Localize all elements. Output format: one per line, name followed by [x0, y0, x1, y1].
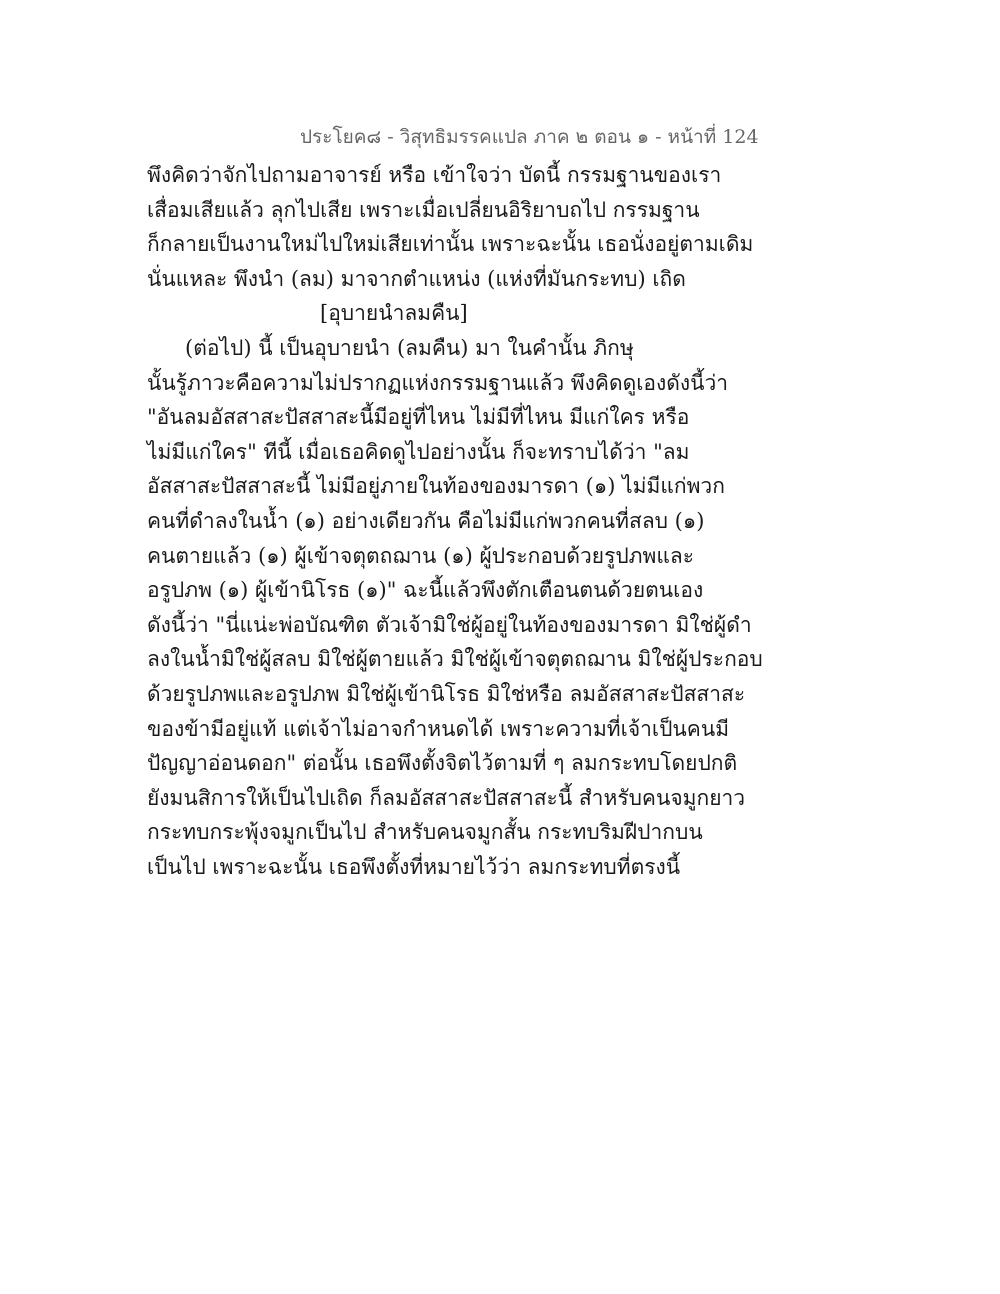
text-line: ลงในน้ำมิใช่ผู้สลบ มิใช่ผู้ตายแล้ว มิใช่ผู้เข้าจตุตถฌาน มิใช่ผู้ประกอบ — [147, 647, 763, 672]
text-line: (ต่อไป) นี้ เป็นอุบายนำ (ลมคืน) มา ในคำนั้น ภิกษุ — [185, 335, 634, 360]
section-heading: [อุบายนำลมคืน] — [320, 301, 468, 326]
text-line: ด้วยรูปภพและอรูปภพ มิใช่ผู้เข้านิโรธ มิใช่หรือ ลมอัสสาสะปัสสาสะ — [147, 681, 746, 706]
text-line: นั่นแหละ พึงนำ (ลม) มาจากตำแหน่ง (แห่งที่มันกระทบ) เถิด — [147, 266, 686, 291]
text-line: เป็นไป เพราะฉะนั้น เธอพึงตั้งที่หมายไว้ว่า ลมกระทบที่ตรงนี้ — [147, 854, 681, 879]
text-line: ดังนี้ว่า "นี่แน่ะพ่อบัณฑิต ตัวเจ้ามิใช่ผู้อยู่ในท้องของมารดา มิใช่ผู้ดำ — [147, 612, 752, 637]
text-line: ไม่มีแก่ใคร" ทีนี้ เมื่อเธอคิดดูไปอย่างนั้น ก็จะทราบได้ว่า "ลม — [147, 439, 690, 464]
text-line: กระทบกระพุ้งจมูกเป็นไป สำหรับคนจมูกสั้น กระทบริมฝีปากบน — [147, 820, 703, 845]
text-line: ของข้ามีอยู่แท้ แต่เจ้าไม่อาจกำหนดได้ เพราะความที่เจ้าเป็นคนมี — [147, 716, 730, 741]
text-line: คนตายแล้ว (๑) ผู้เข้าจตุตถฌาน (๑) ผู้ประกอบด้วยรูปภพและ — [147, 543, 695, 568]
text-body — [147, 158, 763, 884]
text-line: นั้นรู้ภาวะคือความไม่ปรากฏแห่งกรรมฐานแล้ว พึงคิดดูเองดังนี้ว่า — [147, 370, 729, 395]
running-header: ประโยค๘ - วิสุทธิมรรคแปล ภาค ๒ ตอน ๑ - หน้าที่ 124 — [300, 126, 759, 148]
text-line: พึงคิดว่าจักไปถามอาจารย์ หรือ เข้าใจว่า บัดนี้ กรรมฐานของเรา — [147, 163, 722, 187]
text-line: ยังมนสิการให้เป็นไปเถิด ก็ลมอัสสาสะปัสสาสะนี้ สำหรับคนจมูกยาว — [147, 785, 746, 810]
text-line: ปัญญาอ่อนดอก" ต่อนั้น เธอพึงตั้งจิตไว้ตามที่ ๆ ลมกระทบโดยปกติ — [147, 751, 738, 776]
text-line: "อันลมอัสสาสะปัสสาสะนี้มีอยู่ที่ไหน ไม่มีที่ไหน มีแก่ใคร หรือ — [147, 405, 690, 430]
text-line: คนที่ดำลงในน้ำ (๑) อย่างเดียวกัน คือไม่มีแก่พวกคนที่สลบ (๑) — [147, 508, 705, 533]
text-line: ก็กลายเป็นงานใหม่ไปใหม่เสียเท่านั้น เพราะฉะนั้น เธอนั่งอยู่ตามเดิม — [147, 232, 754, 257]
text-line: อัสสาสะปัสสาสะนี้ ไม่มีอยู่ภายในท้องของมารดา (๑) ไม่มีแก่พวก — [147, 474, 725, 499]
text-line: อรูปภพ (๑) ผู้เข้านิโรธ (๑)" ฉะนี้แล้วพึงตักเตือนตนด้วยตนเอง — [147, 578, 704, 603]
text-line: เสื่อมเสียแล้ว ลุกไปเสีย เพราะเมื่อเปลี่ยนอิริยาบถไป กรรมฐาน — [147, 197, 700, 222]
